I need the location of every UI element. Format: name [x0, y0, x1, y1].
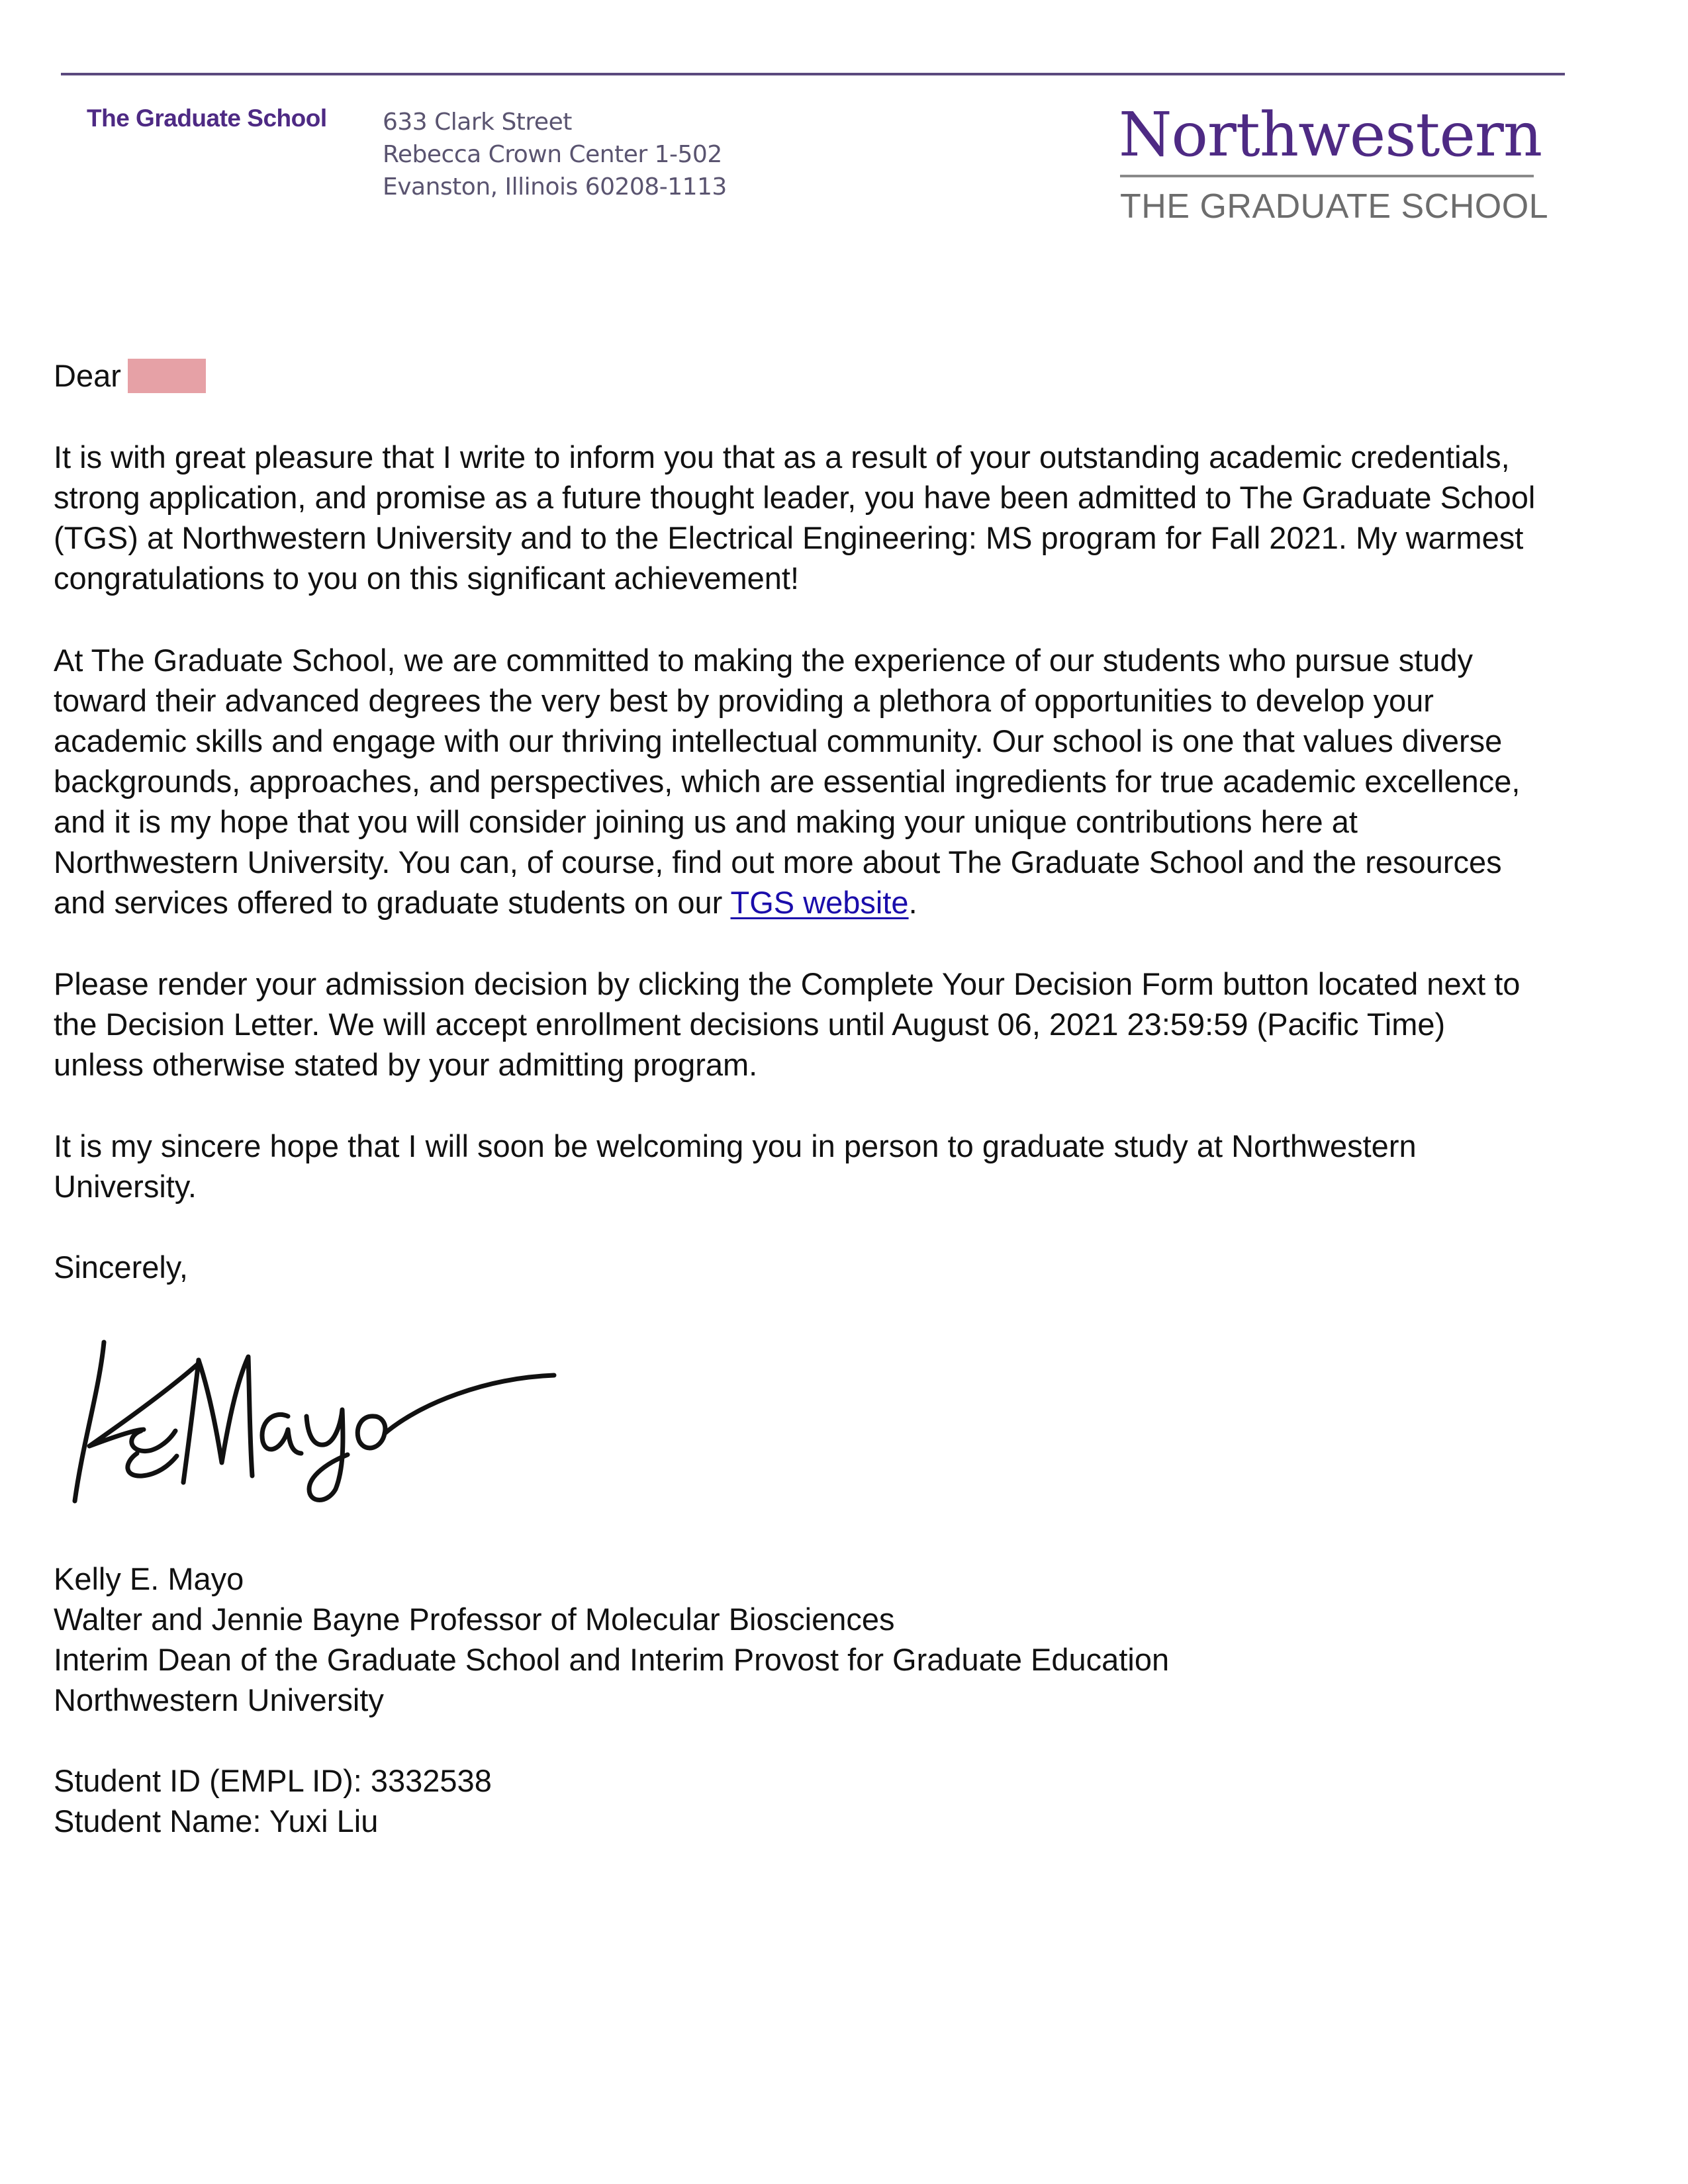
paragraph-line: the Decision Letter. We will accept enrollment decisions until August 06, 2021 23:59:59 (Pacific Time) [54, 1007, 1446, 1042]
link-suffix-text: . [908, 885, 917, 920]
address-line: Evanston, Illinois 60208-1113 [383, 173, 727, 201]
logo-divider [1120, 175, 1534, 177]
student-info [54, 1760, 1642, 1841]
signatory-title: Walter and Jennie Bayne Professor of Molecular Biosciences [54, 1602, 895, 1637]
student-id: Student ID (EMPL ID): 3332538 [54, 1763, 492, 1798]
signature-image [63, 1330, 566, 1509]
signatory-name: Kelly E. Mayo [54, 1561, 244, 1596]
logo-subtitle: THE GRADUATE SCHOOL [1120, 187, 1549, 226]
salutation-text: Dear [54, 358, 121, 393]
paragraph-line: toward their advanced degrees the very best by providing a plethora of opportunities to develop your [54, 683, 1434, 718]
paragraph-line: academic skills and engage with our thriving intellectual community. Our school is one that values diverse [54, 723, 1503, 758]
paragraph-line: unless otherwise stated by your admitting program. [54, 1047, 758, 1082]
paragraph-line: strong application, and promise as a future thought leader, you have been admitted to The Graduate School [54, 480, 1536, 515]
salutation [54, 355, 1642, 396]
signatory-block [54, 1559, 1642, 1720]
paragraph-admission [54, 437, 1642, 598]
paragraph-line: Northwestern University. You can, of course, find out more about The Graduate School and the resources [54, 844, 1502, 880]
northwestern-logo [1119, 99, 1549, 232]
paragraph-line: Please render your admission decision by clicking the Complete Your Decision Form button located next to [54, 966, 1521, 1001]
paragraph-line: backgrounds, approaches, and perspectives, which are essential ingredients for true academic excellence, [54, 764, 1521, 799]
paragraph-line: and it is my hope that you will consider joining us and making your unique contributions here at [54, 804, 1358, 839]
signatory-org: Northwestern University [54, 1682, 384, 1717]
paragraph-line: University. [54, 1169, 197, 1204]
paragraph-line-with-link [54, 882, 1642, 923]
closing: Sincerely, [54, 1250, 188, 1285]
letterhead-school-label: The Graduate School [87, 105, 327, 132]
link-prefix-text: and services offered to graduate students on our [54, 885, 731, 920]
paragraph-welcome [54, 1126, 1642, 1206]
paragraph-line: At The Graduate School, we are committed to making the experience of our students who pursue study [54, 643, 1474, 678]
letterhead-address [383, 106, 727, 203]
tgs-website-link[interactable]: TGS website [730, 885, 909, 920]
logo-wordmark: Northwestern [1119, 99, 1542, 170]
address-line: 633 Clark Street [383, 109, 572, 136]
redacted-name [128, 359, 206, 393]
letterhead-rule [61, 73, 1565, 75]
paragraph-line: It is with great pleasure that I write to inform you that as a result of your outstanding academic credentials, [54, 439, 1510, 475]
student-name: Student Name: Yuxi Liu [54, 1803, 379, 1839]
paragraph-community [54, 640, 1642, 923]
paragraph-line: congratulations to you on this significant achievement! [54, 561, 800, 596]
paragraph-line: (TGS) at Northwestern University and to the Electrical Engineering: MS program for Fall 2021. My warmest [54, 520, 1524, 555]
paragraph-decision [54, 964, 1642, 1085]
address-line: Rebecca Crown Center 1-502 [383, 141, 722, 168]
signatory-title: Interim Dean of the Graduate School and Interim Provost for Graduate Education [54, 1642, 1170, 1677]
paragraph-line: It is my sincere hope that I will soon be welcoming you in person to graduate study at Northwestern [54, 1128, 1417, 1163]
